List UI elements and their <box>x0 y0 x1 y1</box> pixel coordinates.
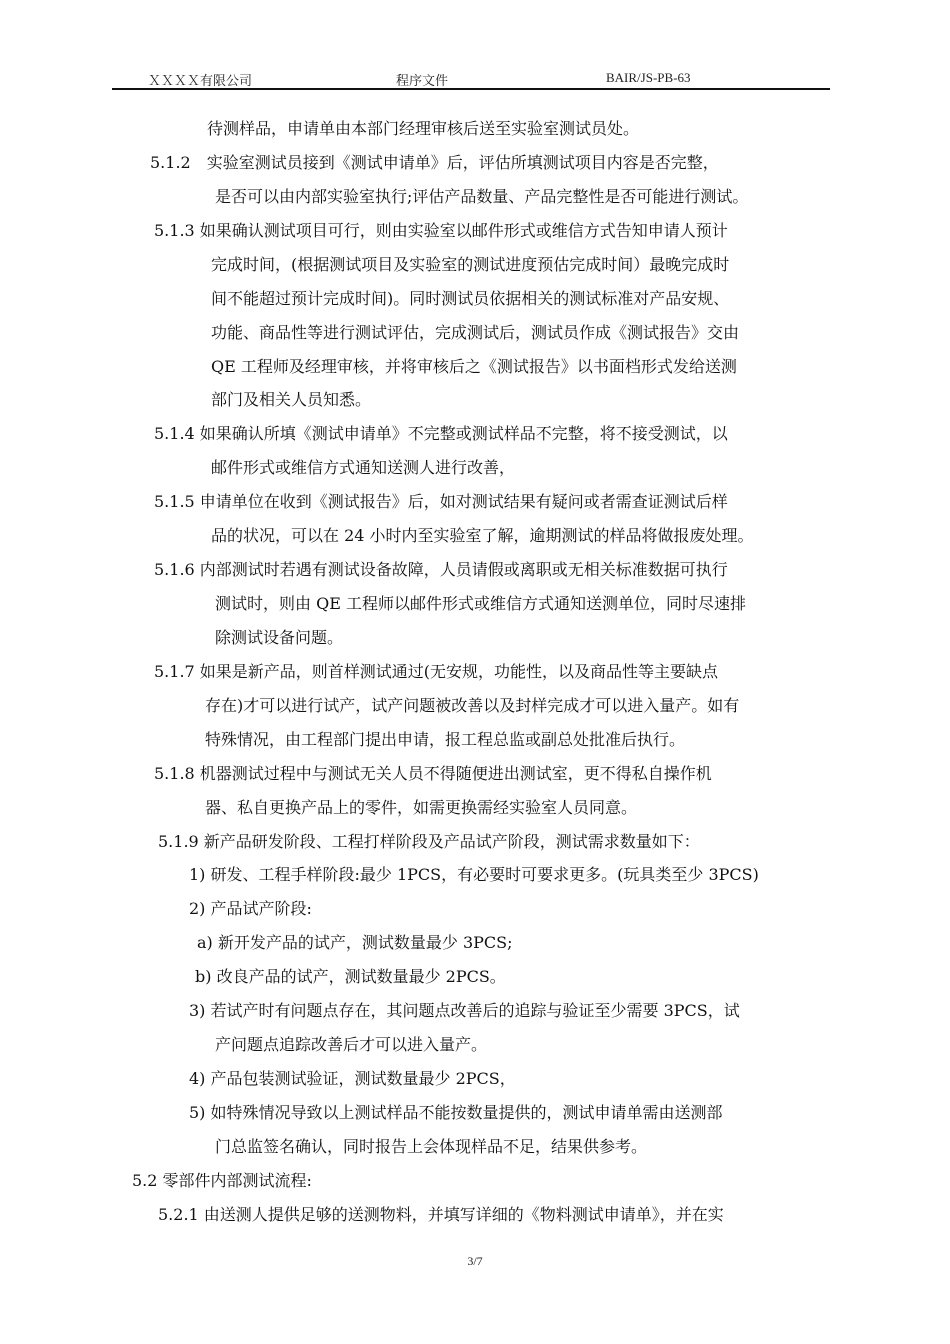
text-line: 5.2.1 由送测人提供足够的送测物料，并填写详细的《物料测试申请单》，并在实 <box>158 1205 724 1224</box>
text-line: 部门及相关人员知悉。 <box>211 390 372 409</box>
text-line: 邮件形式或维信方式通知送测人进行改善， <box>211 458 516 477</box>
header-company: ＸＸＸＸ有限公司 <box>148 73 253 88</box>
text-line: 特殊情况，由工程部门提出申请，报工程总监或副总处批准后执行。 <box>205 730 686 749</box>
text-line: 器、私自更换产品上的零件，如需更换需经实验室人员同意。 <box>205 798 638 817</box>
text-line: 5) 如特殊情况导致以上测试样品不能按数量提供的，测试申请单需由送测部 <box>189 1103 723 1122</box>
text-line: a) 新开发产品的试产，测试数量最少 3PCS; <box>197 933 513 952</box>
text-line: 5.1.6 内部测试时若遇有测试设备故障，人员请假或离职或无相关标准数据可执行 <box>154 560 728 579</box>
text-line: 5.1.2 实验室测试员接到《测试申请单》后，评估所填测试项目内容是否完整， <box>150 153 719 172</box>
text-line: 品的状况，可以在 24 小时内至实验室了解，逾期测试的样品将做报废处理。 <box>211 526 754 545</box>
text-line: 功能、商品性等进行测试评估，完成测试后，测试员作成《测试报告》交由 <box>211 323 740 342</box>
header-doc-type: 程序文件 <box>396 73 449 88</box>
text-line: 3) 若试产时有问题点存在，其问题点改善后的追踪与验证至少需要 3PCS，试 <box>189 1001 740 1020</box>
text-line: 产问题点追踪改善后才可以进入量产。 <box>215 1035 488 1054</box>
text-line: QE 工程师及经理审核，并将审核后之《测试报告》以书面档形式发给送测 <box>211 357 737 376</box>
text-line: 5.1.8 机器测试过程中与测试无关人员不得随便进出测试室，更不得私自操作机 <box>154 764 712 783</box>
page-number: 3/7 <box>467 1254 483 1268</box>
text-line: 是否可以由内部实验室执行;评估产品数量、产品完整性是否可能进行测试。 <box>215 187 749 206</box>
text-line: 5.1.7 如果是新产品，则首样测试通过(无安规，功能性，以及商品性等主要缺点 <box>154 662 719 681</box>
text-line: 存在)才可以进行试产，试产问题被改善以及封样完成才可以进入量产。如有 <box>205 696 740 715</box>
text-line: 5.1.9 新产品研发阶段、工程打样阶段及产品试产阶段，测试需求数量如下： <box>158 832 700 851</box>
text-line: 2) 产品试产阶段: <box>189 899 312 918</box>
text-line: 除测试设备问题。 <box>215 628 344 647</box>
text-line: 5.1.5 申请单位在收到《测试报告》后，如对测试结果有疑问或者需查证测试后样 <box>154 492 728 511</box>
text-line: 测试时，则由 QE 工程师以邮件形式或维信方式通知送测单位，同时尽速排 <box>215 594 746 613</box>
header-doc-code: BAIR/JS-PB-63 <box>606 70 691 85</box>
text-line: 5.1.3 如果确认测试项目可行，则由实验室以邮件形式或维信方式告知申请人预计 <box>154 221 728 240</box>
text-line: 门总监签名确认，同时报告上会体现样品不足，结果供参考。 <box>215 1137 648 1156</box>
text-line: 5.1.4 如果确认所填《测试申请单》不完整或测试样品不完整，将不接受测试，以 <box>154 424 728 443</box>
text-line: 4) 产品包装测试验证，测试数量最少 2PCS， <box>189 1069 516 1088</box>
text-line: 间不能超过预计完成时间)。同时测试员依据相关的测试标准对产品安规、 <box>211 289 730 308</box>
text-line: 完成时间，(根据测试项目及实验室的测试进度预估完成时间）最晚完成时 <box>211 255 730 274</box>
text-line: 1) 研发、工程手样阶段:最少 1PCS，有必要时可要求更多。(玩具类至少 3PCS) <box>189 865 759 884</box>
header-rule <box>112 88 830 90</box>
text-line: 待测样品，申请单由本部门经理审核后送至实验室测试员处。 <box>207 119 640 138</box>
section-heading: 5.2 零部件内部测试流程: <box>132 1171 312 1190</box>
text-line: b) 改良产品的试产，测试数量最少 2PCS。 <box>195 967 506 986</box>
